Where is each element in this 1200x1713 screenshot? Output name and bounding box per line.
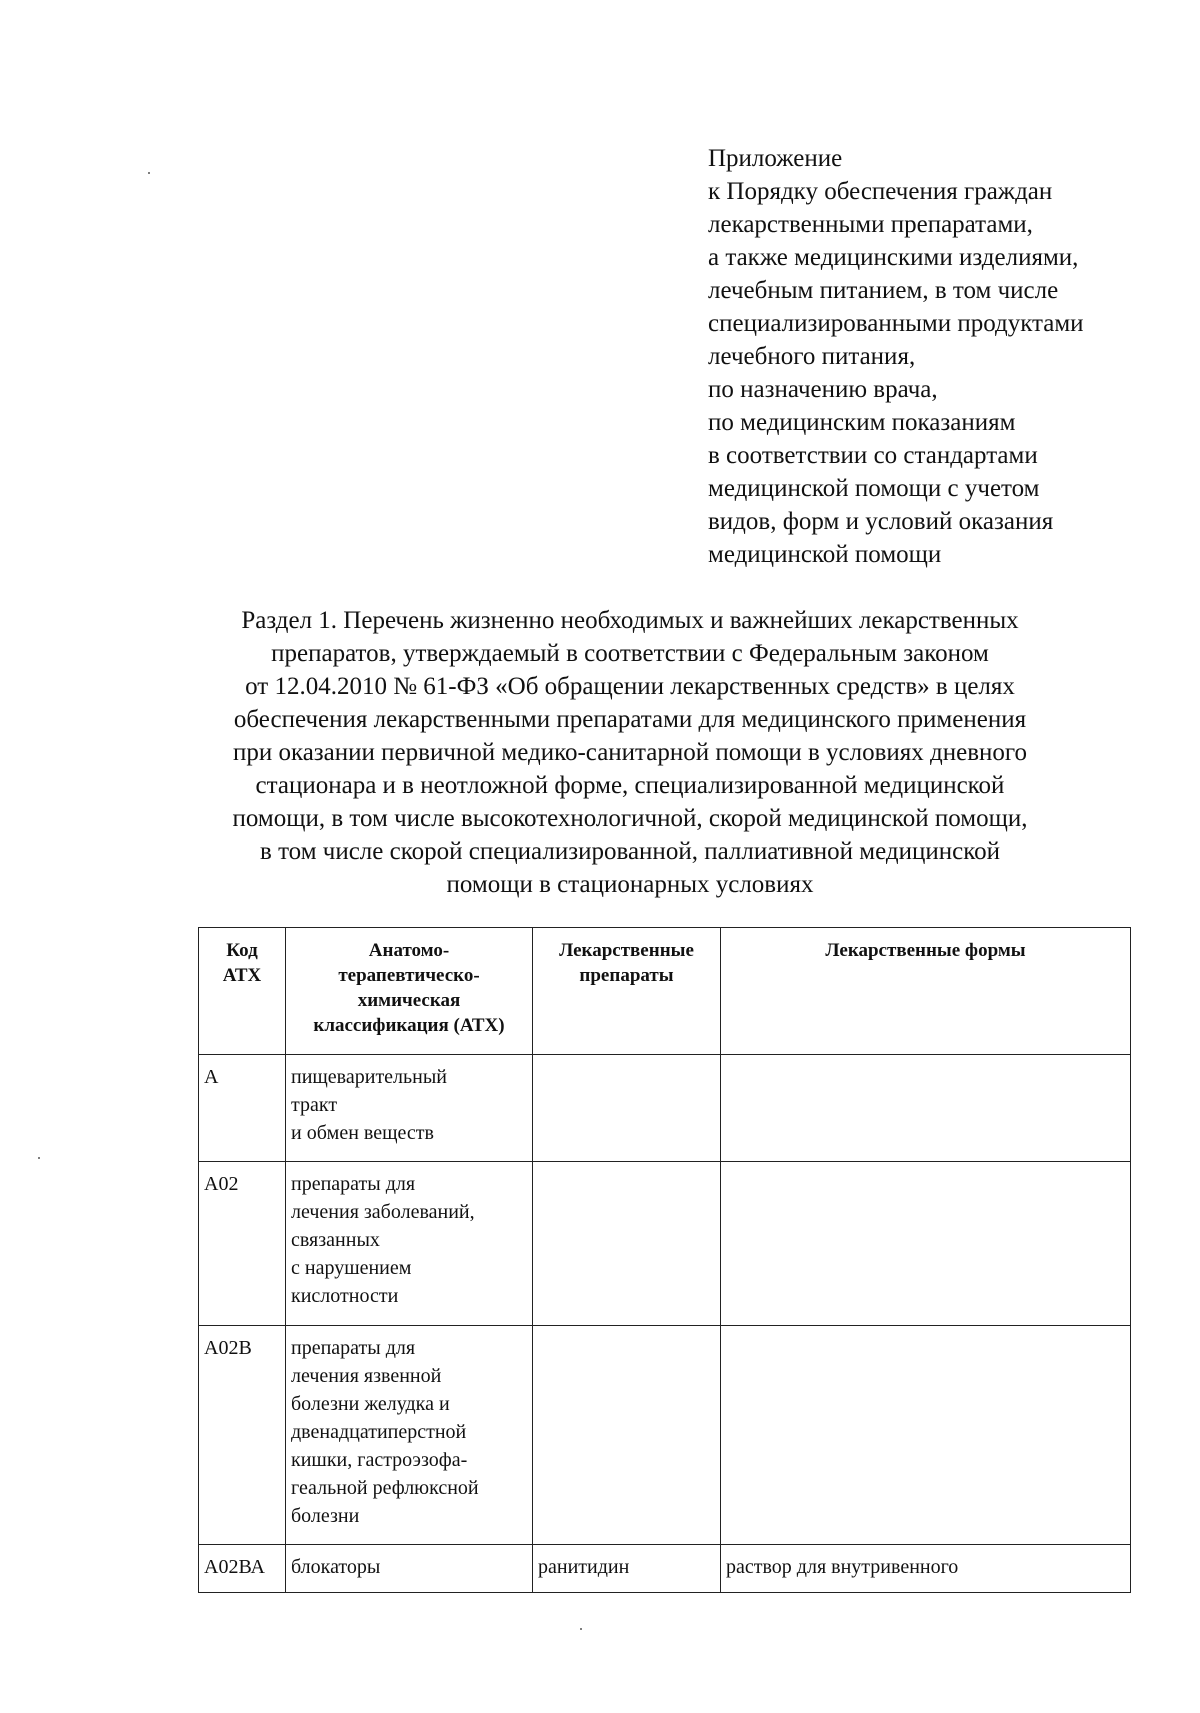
- classification-line: и обмен веществ: [291, 1122, 434, 1144]
- cell-drug: [533, 1162, 721, 1326]
- atx-table: [198, 927, 1131, 1593]
- cell-drug: ранитидин: [533, 1545, 721, 1593]
- section-title-line: обеспечения лекарственными препаратами для медицинского применения: [233, 706, 1027, 733]
- header-classification-line: классификация (АТХ): [313, 1015, 505, 1036]
- table-row: [199, 1162, 1131, 1326]
- classification-line: кислотности: [291, 1285, 399, 1307]
- cell-code: А02ВА: [199, 1545, 286, 1593]
- appendix-line: медицинской помощи: [708, 541, 942, 568]
- appendix-line: видов, форм и условий оказания: [708, 508, 1054, 535]
- section-title: [190, 604, 1070, 901]
- appendix-line: в соответствии со стандартами: [708, 442, 1038, 469]
- classification-line: кишки, гастроэзофа-: [291, 1449, 468, 1471]
- classification-line: болезни: [291, 1505, 360, 1527]
- classification-line: лечения язвенной: [291, 1365, 442, 1387]
- header-classification-line: химическая: [357, 990, 461, 1011]
- cell-classification: [286, 1162, 533, 1326]
- cell-drug: [533, 1055, 721, 1162]
- classification-line: препараты для: [291, 1173, 416, 1195]
- cell-classification: [286, 1326, 533, 1545]
- appendix-block: [708, 142, 1178, 571]
- classification-line: связанных: [291, 1229, 380, 1251]
- appendix-line: а также медицинскими изделиями,: [708, 244, 1079, 271]
- section-title-line: помощи в стационарных условиях: [446, 871, 814, 898]
- section-title-line: помощи, в том числе высокотехнологичной, скорой медицинской помощи,: [232, 805, 1028, 832]
- header-forms: [721, 928, 1131, 1055]
- classification-line: тракт: [291, 1094, 338, 1116]
- header-drugs-line: препараты: [579, 965, 674, 986]
- cell-form: [721, 1162, 1131, 1326]
- header-code: [199, 928, 286, 1055]
- classification-line: болезни желудка и: [291, 1393, 450, 1415]
- classification-line: двенадцатиперстной: [291, 1421, 467, 1443]
- cell-form: раствор для внутривенного: [721, 1545, 1131, 1593]
- classification-line: блокаторы: [291, 1556, 381, 1578]
- header-classification-line: терапевтическо-: [338, 965, 480, 986]
- section-title-line: стационара и в неотложной форме, специализированной медицинской: [255, 772, 1005, 799]
- table-row: [199, 1326, 1131, 1545]
- scan-speck: [38, 1157, 40, 1159]
- appendix-line: по назначению врача,: [708, 376, 938, 403]
- scan-speck: [148, 172, 150, 174]
- header-drugs: [533, 928, 721, 1055]
- cell-form: [721, 1055, 1131, 1162]
- classification-line: лечения заболеваний,: [291, 1201, 475, 1223]
- appendix-line: медицинской помощи с учетом: [708, 475, 1040, 502]
- cell-code: А02В: [199, 1326, 286, 1545]
- header-forms-line: Лекарственные формы: [825, 940, 1026, 961]
- section-title-line: при оказании первичной медико-санитарной помощи в условиях дневного: [232, 739, 1028, 766]
- header-code-line: Код: [226, 940, 258, 961]
- appendix-line: лекарственными препаратами,: [708, 211, 1033, 238]
- appendix-line: лечебного питания,: [708, 343, 916, 370]
- header-classification: [286, 928, 533, 1055]
- section-title-line: препаратов, утверждаемый в соответствии с Федеральным законом: [271, 640, 989, 667]
- appendix-line: по медицинским показаниям: [708, 409, 1016, 436]
- section-title-line: от 12.04.2010 № 61-ФЗ «Об обращении лекарственных средств» в целях: [245, 673, 1015, 700]
- header-drugs-line: Лекарственные: [559, 940, 694, 961]
- cell-code: А02: [199, 1162, 286, 1326]
- cell-form: [721, 1326, 1131, 1545]
- header-code-line: АТХ: [222, 965, 262, 986]
- section-title-line: Раздел 1. Перечень жизненно необходимых и важнейших лекарственных: [241, 607, 1019, 634]
- cell-classification: [286, 1055, 533, 1162]
- header-classification-line: Анатомо-: [368, 940, 450, 961]
- cell-drug: [533, 1326, 721, 1545]
- section-title-line: в том числе скорой специализированной, паллиативной медицинской: [260, 838, 1000, 865]
- classification-line: геальной рефлюксной: [291, 1477, 479, 1499]
- appendix-line: Приложение: [708, 145, 843, 172]
- classification-line: с нарушением: [291, 1257, 412, 1279]
- classification-line: пищеварительный: [291, 1066, 448, 1088]
- appendix-line: к Порядку обеспечения граждан: [708, 178, 1053, 205]
- table-header-row: [199, 928, 1131, 1055]
- table-row: [199, 1055, 1131, 1162]
- appendix-line: лечебным питанием, в том числе: [708, 277, 1059, 304]
- cell-classification: [286, 1545, 533, 1593]
- scan-speck: [580, 1628, 582, 1630]
- table-row: [199, 1545, 1131, 1593]
- cell-code: А: [199, 1055, 286, 1162]
- classification-line: препараты для: [291, 1337, 416, 1359]
- appendix-line: специализированными продуктами: [708, 310, 1084, 337]
